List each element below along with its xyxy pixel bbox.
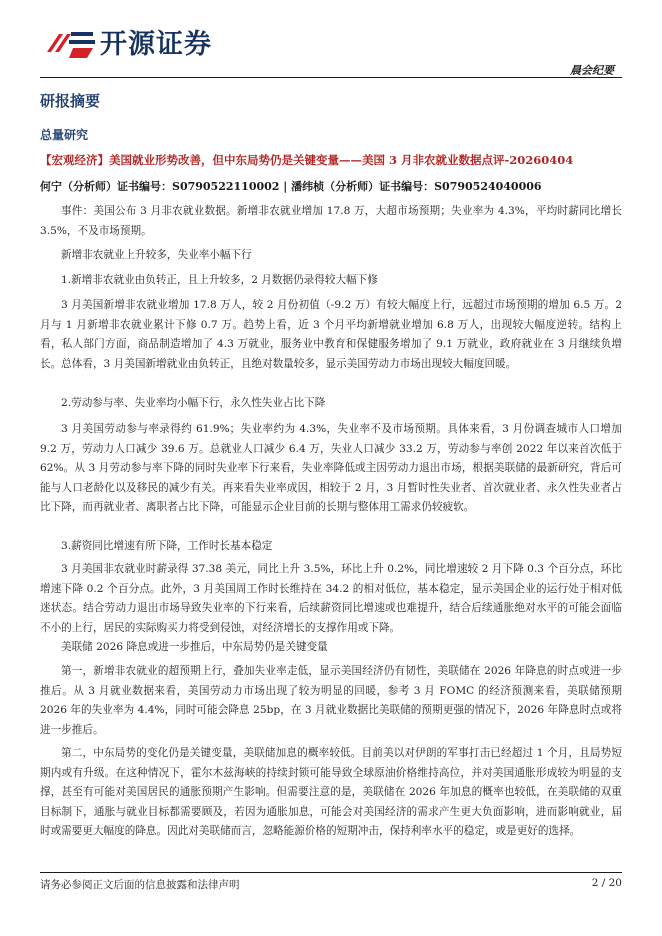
footer-disclaimer: 请务必参阅正文后面的信息披露和法律声明 [40, 879, 240, 891]
paragraph-5 [40, 744, 622, 842]
header-divider [40, 77, 622, 78]
paragraph-3-text: 3 月美国非农就业时薪录得 37.38 美元，同比上升 3.5%，环比上升 0.2%，同比增速较 2 月下降 0.3 个百分点，环比增速下降 0.2 个百分点。此外，3 月美国周工作时长维持在 34.2 的相对低位，基本稳定，显示美国企业的运行处于相对低迷状态。结合劳动力退出市场导致失业率的下行来看，后续薪资同比增速或也难提升，结合后续通胀绝对水平的可能会面临不小的上行，居民的实际购买力将受到侵蚀，对经济增长的支撑作用或下降。 [40, 563, 622, 634]
section-title: 研报摘要 [40, 92, 101, 110]
subheading-1: 1.新增非农就业由负转正，且上升较多，2 月数据仍录得较大幅下修 [61, 274, 378, 286]
sub-title: 总量研究 [40, 128, 89, 142]
intro-paragraph [40, 202, 622, 241]
paragraph-3 [40, 560, 622, 638]
header-tag: 晨会纪要 [570, 64, 614, 77]
paragraph-4 [40, 662, 622, 740]
paragraph-2-text: 3 月美国劳动参与率录得约 61.9%；失业率约为 4.3%，失业率不及市场预期。具体来看，3 月份调查城市人口增加 9.2 万，劳动力人口减少 39.6 万。总就业人口减少 6.4 万，失业人口减少 33.2 万，劳动参与率创 2022 年以来首次低于 62%。从 3 月劳动参与率下降的同时失业率下行来看，失业率降低或主因劳动力退出市场，根据美联储的最新研究，背后可能与人口老龄化以及移民的减少有关。再来看失业率成因，相较于 2 月，3 月暂时性失业者、首次就业者、永久性失业者占比下降，而再就业者、离职者占比下降，可能显示企业目前的长期与整体用工需求仍较疲软。 [40, 423, 622, 513]
headline: 新增非农就业上升较多，失业率小幅下行 [61, 249, 252, 261]
paragraph-4-text: 第一，新增非农就业的超预期上行，叠加失业率走低，显示美国经济仍有韧性，美联储在 2026 年降息的时点或进一步推后。从 3 月就业数据来看，美国劳动力市场出现了较为明显的回暖，参考 3 月 FOMC 的经济预测来看，美联储预期 2026 年的失业率为 4.4%，同时可能会降息 25bp，在 3 月就业数据比美联储的预期更强的情况下，2026 年降息时点或将进一步推后。 [40, 665, 622, 736]
analyst-line: 何宁（分析师）证书编号：S0790522110002 | 潘纬桢（分析师）证书编号：S0790524040006 [40, 180, 542, 193]
subheading-2: 2.劳动参与率、失业率均小幅下行，永久性失业占比下降 [61, 397, 326, 409]
paragraph-1 [40, 296, 622, 374]
subheading-4: 美联储 2026 降息或进一步推后，中东局势仍是关键变量 [61, 641, 328, 653]
footer-divider [40, 872, 622, 873]
paragraph-1-text: 3 月美国新增非农就业增加 17.8 万人，较 2 月份初值（-9.2 万）有较大幅度上行，远超过市场预期的增加 6.5 万。2 月与 1 月新增非农就业累计下修 0.7 万。趋势上看，近 3 个月平均新增就业增加 6.8 万人，出现较大幅度逆转。结构上看，私人部门方面，商品制造增加了 4.3 万就业，服务业中教育和保健服务增加了 9.1 万就业，政府就业在 3 月继续负增长。总体看，3 月美国新增就业由负转正，且绝对数量较多，显示美国劳动力市场出现较大幅度回暖。 [40, 299, 622, 370]
brand-name: 开源证券 [100, 29, 212, 60]
paragraph-2 [40, 420, 622, 518]
intro-text: 事件：美国公布 3 月非农就业数据。新增非农就业增加 17.8 万，大超市场预期；失业率为 4.3%，平均时薪同比增长 3.5%，不及市场预期。 [40, 205, 622, 237]
report-title: 【宏观经济】美国就业形势改善，但中东局势仍是关键变量——美国 3 月非农就业数据点评-20260404 [40, 153, 574, 167]
paragraph-5-text: 第二，中东局势的变化仍是关键变量，美联储加息的概率较低。目前美以对伊朗的军事打击已经超过 1 个月，且局势短期内或有升级。在这种情况下，霍尔木兹海峡的持续封锁可能导致全球原油价格维持高位，并对美国通胀形成较为明显的支撑，甚至有可能对美国居民的通胀预期产生影响。但需要注意的是，美联储在 2026 年加息的概率也较低，在美联储的双重目标制下，通胀与就业目标都需要顾及，若因为通胀加息，可能会对美国经济的需求产生更大负面影响，进而影响就业，届时或需要更大幅度的降息。因此对美联储而言，忽略能源价格的短期冲击，保持利率水平的稳定，或是更好的选择。 [40, 747, 622, 837]
subheading-3: 3.薪资同比增速有所下降，工作时长基本稳定 [61, 540, 273, 552]
page-number: 2 / 20 [591, 877, 622, 889]
